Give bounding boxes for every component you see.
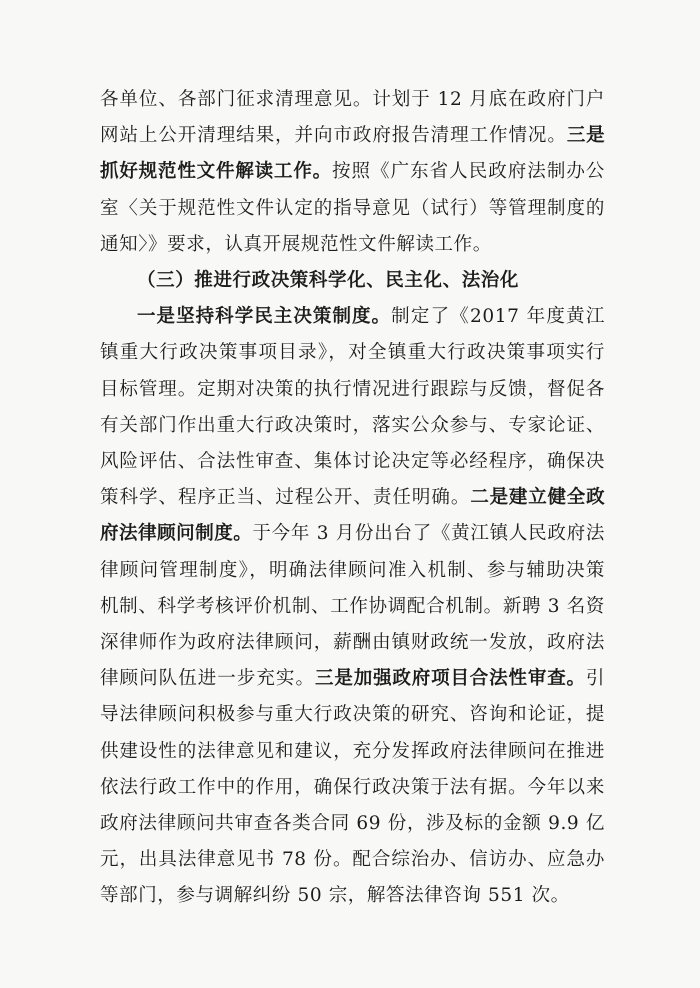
legal-advisor-text: 于今年 3 月份出台了《黄江镇人民政府法律顾问管理制度》，明确法律顾问准入机制、参与辅助决策机制、科学考核评价机制、工作协调配合机制。新聘 3 名资深律师作为政府法律顾问，薪酬由镇财政统一发放，政府法律顾问队伍进一步充实。	[100, 523, 605, 690]
point-three-interpretation-heading: 三是抓好规范性文件解读工作。	[100, 125, 605, 183]
paragraph-cleanup-and-interpretation	[100, 82, 605, 263]
legality-review-text: 引导法律顾问积极参与重大行政决策的研究、咨询和论证，提供建设性的法律意见和建议，充分发挥政府法律顾问在推进依法行政工作中的作用，确保行政决策于法有据。今年以来政府法律顾问共审查各类合同 69 份，涉及标的金额 9.9 亿元，出具法律意见书 78 份。配合综治办、信访办、应急办等部门，参与调解纠纷 50 宗，解答法律咨询 551 次。	[100, 668, 605, 907]
section-heading-decision-making: （三）推进行政决策科学化、民主化、法治化	[137, 270, 520, 292]
point-three-legality-review-heading: 三是加强政府项目合法性审查。	[315, 668, 586, 690]
point-one-democratic-decision-heading: 一是坚持科学民主决策制度。	[137, 306, 392, 328]
document-body	[100, 82, 605, 915]
paragraph-decision-making	[100, 299, 605, 914]
interpretation-text: 按照《广东省人民政府法制办公室〈关于规范性文件认定的指导意见（试行）等管理制度的通知〉》要求，认真开展规范性文件解读工作。	[100, 161, 605, 255]
cleanup-text: 各单位、各部门征求清理意见。计划于 12 月底在政府门户网站上公开清理结果，并向市政府报告清理工作情况。	[100, 89, 605, 147]
democratic-decision-text: 制定了《2017 年度黄江镇重大行政决策事项目录》，对全镇重大行政决策事项实行目标管理。定期对决策的执行情况进行跟踪与反馈，督促各有关部门作出重大行政决策时，落实公众参与、专家论证、风险评估、合法性审查、集体讨论决定等必经程序，确保决策科学、程序正当、过程公开、责任明确。	[100, 306, 605, 509]
point-two-legal-advisor-heading: 二是建立健全政府法律顾问制度。	[100, 487, 605, 545]
